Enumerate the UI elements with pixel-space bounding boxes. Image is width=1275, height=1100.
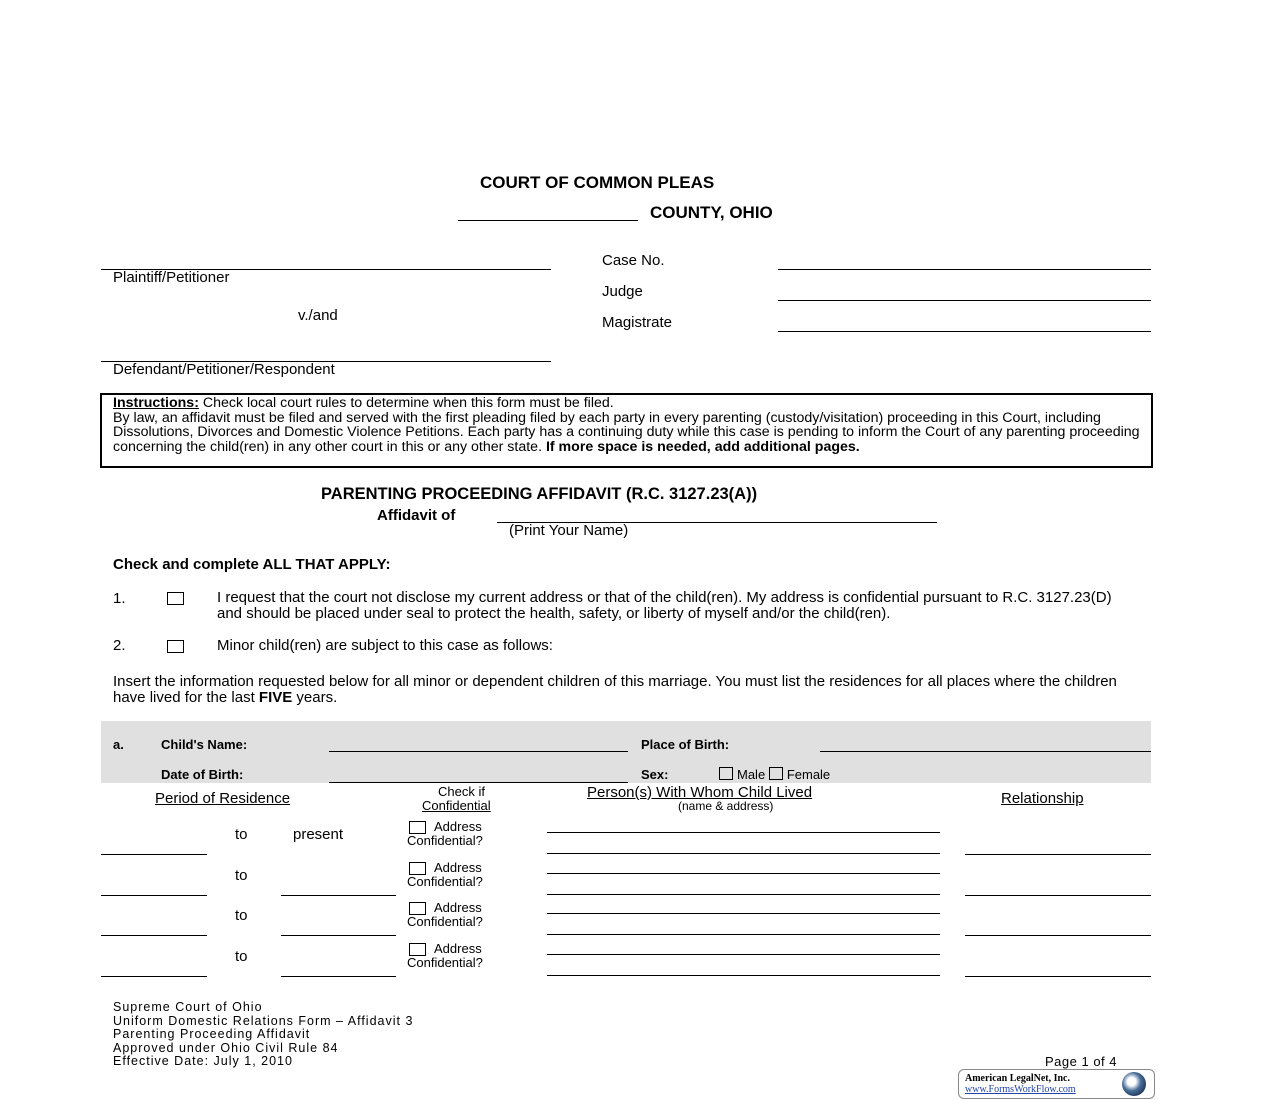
court-title: COURT OF COMMON PLEAS — [480, 173, 715, 192]
form-footer — [113, 1001, 413, 1069]
instructions-body: By law, an affidavit must be filed and served with the first pleading filed by each party in every parenting (custody/visitation) proceeding in this Court, including Dissolutions, Divorces and Domestic Violence Petitions. Each party has a continuing duty while this case is pending to inform the Court of any parenting proceeding concerning the child(ren) in any other court in this or any other state. — [113, 409, 1140, 455]
insert-instructions — [113, 674, 1123, 706]
person-name-line[interactable] — [547, 954, 940, 955]
plaintiff-label: Plaintiff/Petitioner — [113, 269, 230, 286]
case-no-label: Case No. — [602, 252, 665, 269]
county-title: COUNTY, OHIO — [650, 203, 773, 222]
footer-line: Approved under Ohio Civil Rule 84 — [113, 1040, 339, 1055]
period-end-line[interactable] — [281, 976, 396, 977]
place-of-birth-label: Place of Birth: — [641, 737, 730, 752]
to-label: to — [235, 948, 248, 965]
instructions-bold: If more space is needed, add additional pages. — [545, 438, 860, 455]
person-address-line[interactable] — [547, 975, 940, 976]
relationship-line[interactable] — [965, 976, 1151, 977]
person-name-line[interactable] — [547, 873, 940, 874]
defendant-label: Defendant/Petitioner/Respondent — [113, 361, 335, 378]
vendor-logo — [958, 1069, 1155, 1099]
place-of-birth-line[interactable] — [820, 751, 1151, 752]
logo-url[interactable]: www.FormsWorkFlow.com — [965, 1084, 1076, 1095]
item-1-checkbox[interactable] — [167, 592, 184, 605]
period-start-line[interactable] — [101, 854, 207, 855]
insert-bold: FIVE — [258, 689, 293, 706]
check-if-header: Check if — [438, 784, 485, 799]
item-2-text: Minor child(ren) are subject to this case as follows: — [217, 637, 553, 654]
child-name-label: Child's Name: — [161, 737, 248, 752]
address-label: Address — [434, 941, 482, 956]
child-letter: a. — [113, 737, 124, 752]
magistrate-label: Magistrate — [602, 314, 673, 331]
item-1-number: 1. — [113, 590, 126, 607]
to-label: to — [235, 826, 248, 843]
address-label: Address — [434, 860, 482, 875]
person-address-line[interactable] — [547, 934, 940, 935]
footer-line: Effective Date: July 1, 2010 — [113, 1054, 293, 1069]
sex-options — [719, 767, 830, 782]
dob-line[interactable] — [329, 782, 628, 783]
person-name-line[interactable] — [547, 832, 940, 833]
print-name-hint: (Print Your Name) — [509, 522, 629, 539]
dob-label: Date of Birth: — [161, 767, 244, 782]
versus-label: v./and — [298, 307, 338, 324]
address-label: Address — [434, 819, 482, 834]
insert-end: years. — [292, 689, 338, 706]
female-label: Female — [786, 767, 831, 782]
period-end-line[interactable] — [281, 895, 396, 896]
relationship-line[interactable] — [965, 854, 1151, 855]
child-name-line[interactable] — [329, 751, 628, 752]
present-label: present — [293, 826, 344, 843]
period-start-line[interactable] — [101, 935, 207, 936]
confidential-label: Confidential? — [407, 914, 483, 929]
relationship-line[interactable] — [965, 935, 1151, 936]
confidential-label: Confidential? — [407, 955, 483, 970]
sex-label: Sex: — [641, 767, 669, 782]
person-address-line[interactable] — [547, 853, 940, 854]
period-end-line[interactable] — [281, 935, 396, 936]
period-header: Period of Residence — [155, 790, 291, 807]
female-checkbox[interactable] — [769, 767, 783, 780]
confidential-label: Confidential? — [407, 833, 483, 848]
page-number: Page 1 of 4 — [1045, 1054, 1117, 1069]
judge-line[interactable] — [778, 300, 1151, 301]
check-all-heading: Check and complete ALL THAT APPLY: — [113, 556, 391, 573]
judge-label: Judge — [602, 283, 643, 300]
confidential-header: Confidential — [422, 798, 491, 813]
footer-line: Parenting Proceeding Affidavit — [113, 1027, 311, 1042]
person-address-line[interactable] — [547, 894, 940, 895]
footer-line: Uniform Domestic Relations Form – Affidavit 3 — [113, 1013, 414, 1028]
globe-icon — [1122, 1072, 1146, 1096]
child-info-section — [101, 721, 1151, 783]
male-checkbox[interactable] — [719, 767, 733, 780]
relationship-line[interactable] — [965, 895, 1151, 896]
affidavit-of-label: Affidavit of — [377, 507, 456, 524]
name-address-hint: (name & address) — [678, 799, 774, 813]
address-label: Address — [434, 900, 482, 915]
to-label: to — [235, 907, 248, 924]
period-start-line[interactable] — [101, 976, 207, 977]
person-name-line[interactable] — [547, 913, 940, 914]
logo-name: American LegalNet, Inc. — [965, 1073, 1070, 1084]
instructions-line1: Check local court rules to determine when this form must be filed. — [198, 395, 614, 411]
insert-text: Insert the information requested below for all minor or dependent children of this marriage. You must list the residences for all places where the children have lived for the last — [113, 673, 1117, 706]
case-no-line[interactable] — [778, 269, 1151, 270]
male-label: Male — [737, 767, 766, 782]
item-1-text: I request that the court not disclose my current address or that of the child(ren). My address is confidential pursuant to R.C. 3127.23(D) and should be placed under seal to protect the health, safety, or liberty of myself and/or the child(ren). — [217, 589, 1112, 622]
magistrate-line[interactable] — [778, 331, 1151, 332]
form-title: PARENTING PROCEEDING AFFIDAVIT (R.C. 3127.23(A)) — [321, 485, 758, 503]
county-name-line[interactable] — [458, 220, 638, 221]
confidential-label: Confidential? — [407, 874, 483, 889]
relationship-header: Relationship — [1001, 790, 1084, 807]
footer-line: Supreme Court of Ohio — [113, 1000, 263, 1014]
item-2-number: 2. — [113, 637, 126, 654]
instructions-box — [100, 393, 1153, 468]
persons-header: Person(s) With Whom Child Lived — [587, 784, 813, 801]
instructions-label: Instructions: — [113, 395, 199, 411]
to-label: to — [235, 867, 248, 884]
item-2-checkbox[interactable] — [167, 640, 184, 653]
period-start-line[interactable] — [101, 895, 207, 896]
